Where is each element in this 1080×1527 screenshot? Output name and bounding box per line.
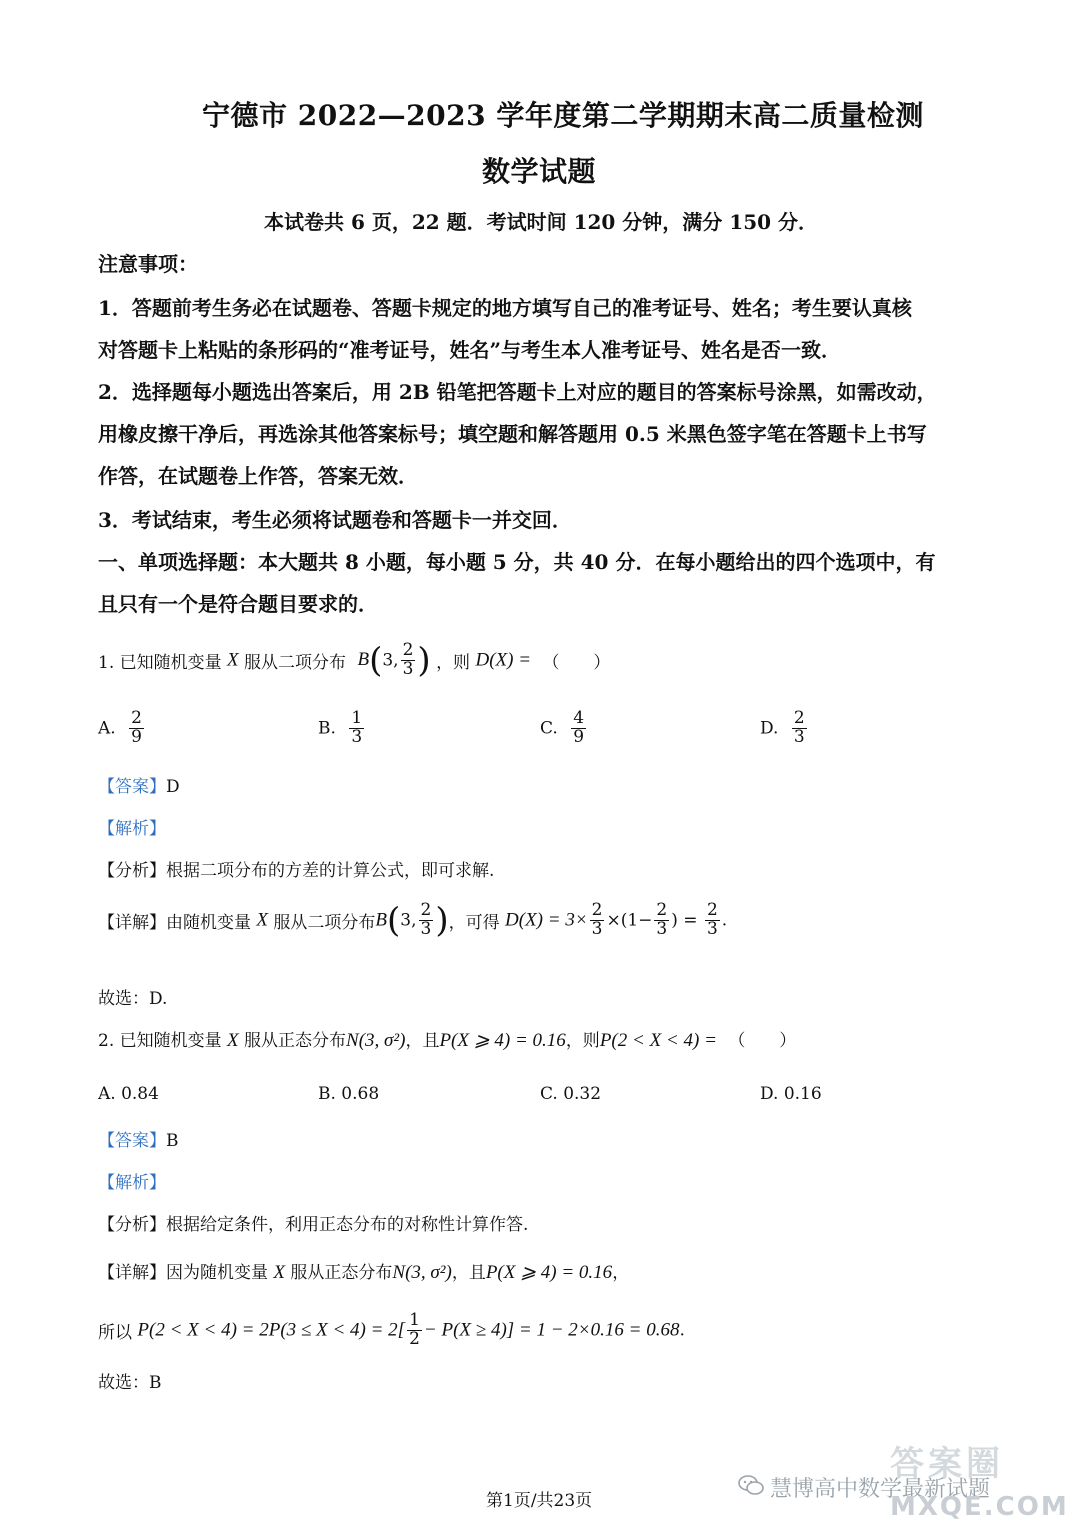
notice-line-2: 对答题卡上粘贴的条形码的“准考证号，姓名”与考生本人准考证号、姓名是否一致． (98, 338, 842, 362)
question-2-fenxi: 【分析】根据给定条件，利用正态分布的对称性计算作答. (98, 1215, 529, 1235)
wechat-icon (738, 1474, 764, 1496)
document-subtitle: 数学试题 (482, 155, 597, 188)
question-1-option-a: A. $\frac{2}{9}$ (98, 708, 142, 747)
section-heading-line-2: 且只有一个是符合题目要求的． (98, 592, 378, 616)
question-2-option-d: D. 0.16 (760, 1084, 822, 1104)
question-2-answer: 【答案】B (98, 1131, 179, 1151)
question-1-fenxi: 【分析】根据二项分布的方差的计算公式，即可求解. (98, 861, 495, 881)
notice-line-1: 1．答题前考生务必在试题卷、答题卡规定的地方填写自己的准考证号、姓名；考生要认真核 (98, 296, 912, 320)
notice-heading: 注意事项： (98, 252, 198, 276)
watermark-stamp: 答案圈 (890, 1444, 1004, 1484)
page-number: 第1页/共23页 (486, 1491, 593, 1511)
notice-line-5: 作答，在试题卷上作答，答案无效． (98, 464, 418, 488)
question-2-calc: 所以 P(2 < X < 4) = 2P(3 ≤ X < 4) = 2[ $\frac{1}{2}$ − P(X ≥ 4)] = 1 − 2×0.16 = 0.68. (98, 1310, 685, 1349)
watermark-site: MXQE.COM (890, 1492, 1069, 1522)
watermark (738, 1440, 1074, 1522)
notice-line-3: 2．选择题每小题选出答案后，用 2B 铅笔把答题卡上对应的题目的答案标号涂黑，如需改动， (98, 380, 937, 404)
notice-line-6: 3．考试结束，考生必须将试题卷和答题卡一并交回． (98, 508, 572, 532)
question-1-option-c: C. $\frac{4}{9}$ (540, 708, 585, 747)
question-1-option-b: B. $\frac{1}{3}$ (318, 708, 363, 747)
notice-line-4: 用橡皮擦干净后，再选涂其他答案标号；填空题和解答题用 0.5 米黑色签字笔在答题卡上书写 (98, 422, 927, 446)
question-1-detail: 【详解】由随机变量 X 服从二项分布B(3, $\frac{2}{3}$ )，可得 D(X) = 3× $\frac{2}{3}$ ×(1− $\frac{2}{3}$ ) = $\frac{2}{3}$ . (98, 900, 728, 941)
question-2-stem: 2. 已知随机变量 X 服从正态分布N(3, σ²)，且P(X ⩾ 4) = 0.16，则P(2 < X < 4) = （ ） (98, 1030, 797, 1051)
question-1-choose: 故选：D. (98, 989, 168, 1009)
question-2-choose: 故选：B (98, 1373, 162, 1393)
question-2-detail: 【详解】因为随机变量 X 服从正态分布N(3, σ²)，且P(X ⩾ 4) = 0.16， (98, 1262, 630, 1283)
question-2-analysis-tag: 【解析】 (98, 1173, 166, 1193)
question-1-answer: 【答案】D (98, 777, 180, 797)
question-1-option-d: D. $\frac{2}{3}$ (760, 708, 805, 747)
question-2-option-c: C. 0.32 (540, 1084, 602, 1104)
question-2-option-b: B. 0.68 (318, 1084, 380, 1104)
question-2-option-a: A. 0.84 (98, 1084, 159, 1104)
section-heading-line-1: 一、单项选择题：本大题共 8 小题，每小题 5 分，共 40 分．在每小题给出的四个选项中，有 (98, 550, 936, 574)
watermark-text: 慧博高中数学最新试题 (770, 1477, 991, 1502)
exam-info: 本试卷共 6 页，22 题．考试时间 120 分钟，满分 150 分． (264, 210, 818, 234)
document-title: 宁德市 2022—2023 学年度第二学期期末高二质量检测 (202, 99, 924, 132)
question-1-analysis-tag: 【解析】 (98, 819, 166, 839)
question-1-stem: 1. 已知随机变量 X 服从二项分布 B(3, $\frac{2}{3}$ ) ，则 D(X) = （ ） (98, 640, 611, 681)
